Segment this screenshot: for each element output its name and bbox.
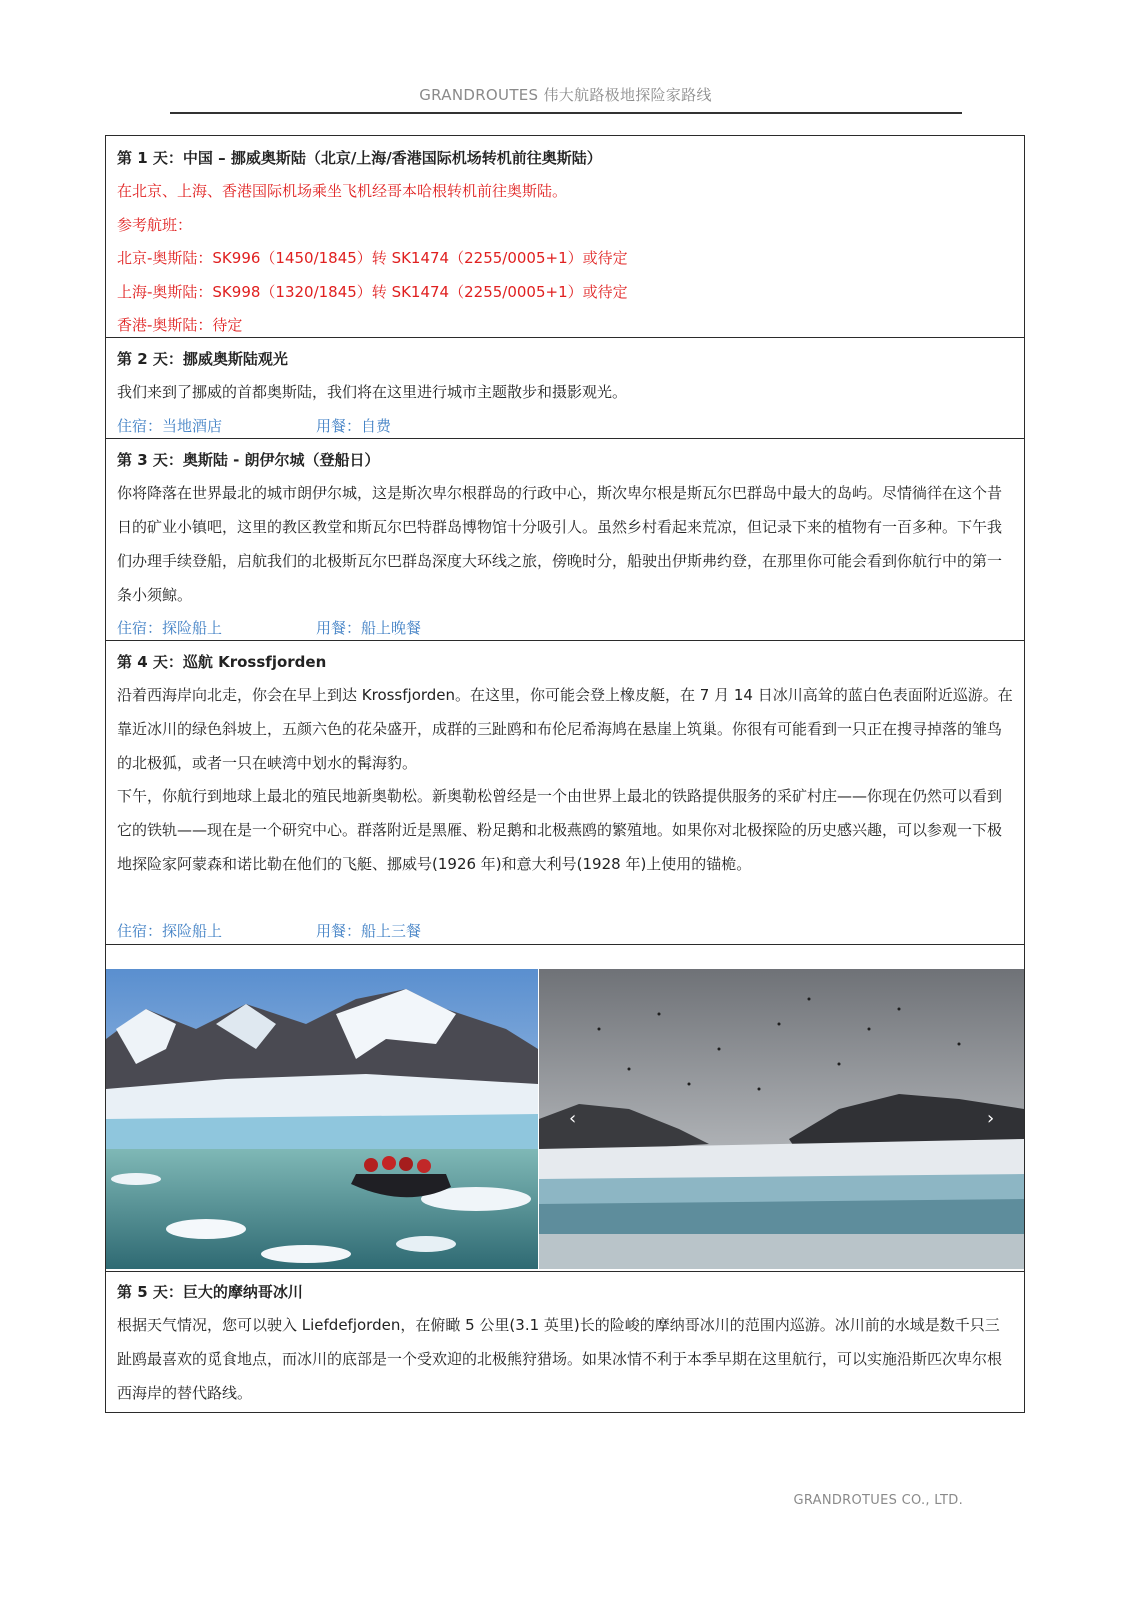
- day1-title: 第 1 天：中国 – 挪威奥斯陆（北京/上海/香港国际机场转机前往奥斯陆）: [117, 149, 602, 167]
- day3-meal: 用餐：船上晚餐: [316, 619, 422, 637]
- svg-text:›: ›: [987, 1108, 995, 1129]
- day5-text: 根据天气情况，您可以驶入 Liefdefjorden，在俯瞰 5 公里(3.1 英里)长的险峻的摩纳哥冰川的范围内巡游。冰川前的水域是数千只三趾鸥最喜欢的觅食地点，而冰川的底部是一个受欢迎的北极熊狩猎场。如果冰情不利于本季早期在这里航行，可以实施沿斯匹次卑尔根西海岸的替代路线。: [117, 1316, 1003, 1402]
- day4-meal: 用餐：船上三餐: [316, 922, 422, 940]
- day1-flight-shanghai: 上海-奥斯陆：SK998（1320/1845）转 SK1474（2255/0005+1）或待定: [117, 283, 628, 301]
- photo-zodiac-glacier: [106, 969, 538, 1269]
- photo-glacier-birds: [539, 969, 1024, 1269]
- day2-stay: 住宿：当地酒店: [117, 417, 223, 435]
- header-title: GRANDROUTES 伟大航路极地探险家路线: [419, 86, 712, 104]
- day3-text: 你将降落在世界最北的城市朗伊尔城，这是斯次卑尔根群岛的行政中心，斯次卑尔根是斯瓦尔巴群岛中最大的岛屿。尽情徜徉在这个昔日的矿业小镇吧，这里的教区教堂和斯瓦尔巴特群岛博物馆十分吸引人。虽然乡村看起来荒凉，但记录下来的植物有一百多种。下午我们办理手续登船，启航我们的北极斯瓦尔巴群岛深度大环线之旅，傍晚时分，船驶出伊斯弗约登，在那里你可能会看到你航行中的第一条小须鲸。: [117, 484, 1003, 604]
- day2-title: 第 2 天：挪威奥斯陆观光: [117, 350, 288, 368]
- day4-title: 第 4 天：巡航 Krossfjorden: [117, 653, 327, 671]
- row-divider: [106, 944, 1024, 945]
- day1-line-2: 参考航班：: [117, 216, 193, 234]
- day4-text-morning: 沿着西海岸向北走，你会在早上到达 Krossfjorden。在这里，你可能会登上橡皮艇，在 7 月 14 日冰川高耸的蓝白色表面附近巡游。在靠近冰川的绿色斜坡上，五颜六色的花朵盛开，成群的三趾鸥和布伦尼希海鸠在悬崖上筑巢。你很有可能看到一只正在搜寻掉落的雏鸟的北极狐，或者一只在峡湾中划水的髯海豹。: [117, 686, 1013, 772]
- day2-text: 我们来到了挪威的首都奥斯陆，我们将在这里进行城市主题散步和摄影观光。: [117, 383, 628, 401]
- row-divider: [106, 1271, 1024, 1272]
- svg-text:‹: ‹: [569, 1108, 577, 1129]
- footer-company: GRANDROTUES CO., LTD.: [793, 1493, 963, 1508]
- day4-stay: 住宿：探险船上: [117, 922, 223, 940]
- day5-title: 第 5 天：巨大的摩纳哥冰川: [117, 1283, 303, 1301]
- row-divider: [106, 438, 1024, 439]
- day3-title: 第 3 天：奥斯陆 - 朗伊尔城（登船日）: [117, 451, 380, 469]
- day1-flight-hongkong: 香港-奥斯陆：待定: [117, 316, 243, 334]
- row-divider: [106, 640, 1024, 641]
- day2-meal: 用餐：自费: [316, 417, 392, 435]
- row-divider: [106, 337, 1024, 338]
- day3-stay: 住宿：探险船上: [117, 619, 223, 637]
- header-divider: [170, 112, 962, 114]
- day1-flight-beijing: 北京-奥斯陆：SK996（1450/1845）转 SK1474（2255/0005+1）或待定: [117, 249, 628, 267]
- itinerary-table: [105, 135, 1025, 1413]
- day4-text-afternoon: 下午，你航行到地球上最北的殖民地新奥勒松。新奥勒松曾经是一个由世界上最北的铁路提供服务的采矿村庄——你现在仍然可以看到它的铁轨——现在是一个研究中心。群落附近是黑雁、粉足鹅和北极燕鸥的繁殖地。如果你对北极探险的历史感兴趣，可以参观一下极地探险家阿蒙森和诺比勒在他们的飞艇、挪威号(1926 年)和意大利号(1928 年)上使用的锚桅。: [117, 787, 1003, 873]
- day1-line-1: 在北京、上海、香港国际机场乘坐飞机经哥本哈根转机前往奥斯陆。: [117, 182, 568, 200]
